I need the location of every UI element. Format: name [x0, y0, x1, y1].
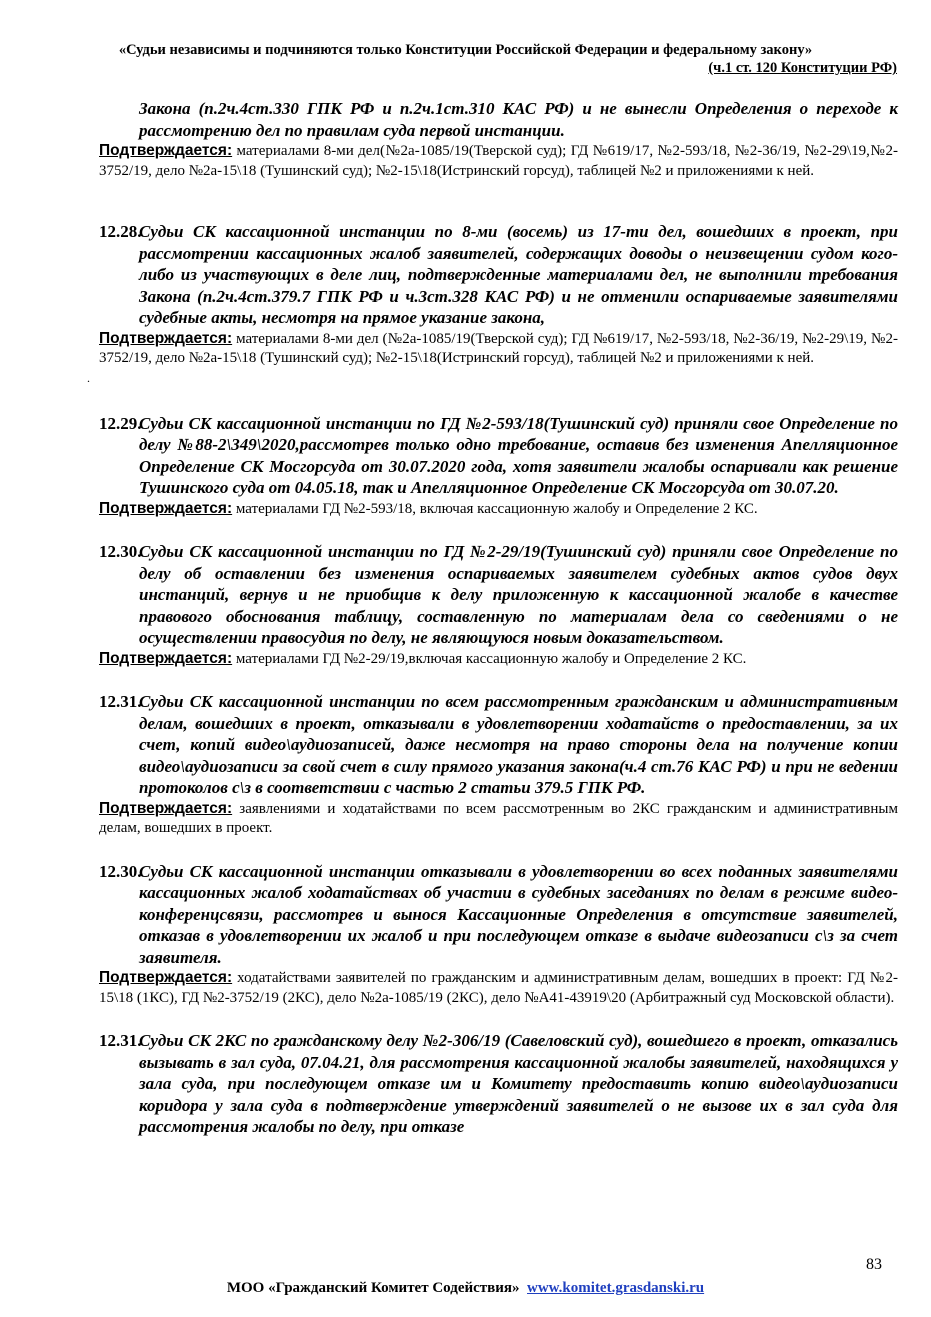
item-confirm: [99, 649, 898, 670]
confirm-text: заявлениями и ходатайствами по всем рассмотренным во 2КС гражданским и административным делам, вошедших в проект.: [99, 800, 898, 836]
item-text: Судьи СК кассационной инстанции отказывали в удовлетворении во всех поданных заявителями кассационных жалоб ходатайствах об участии в судебных заседаниях по делам в режиме видео-конференцсвязи, рассмотрев и вынося Кассационные Определения в отсутствие заявителей, отказав в удовлетворении их жалоб и при последующем отказе в выдаче видеозаписи с\з за счет заявителя.: [139, 861, 898, 967]
confirm-label: Подтверждается:: [99, 329, 233, 347]
item-number: 12.30.: [99, 542, 142, 561]
item-number: 12.29.: [99, 413, 142, 433]
item-text: Судьи СК кассационной инстанции по ГД №2-29/19(Тушинский суд) приняли свое Определение по делу об оставлении без изменения оспариваемых заявителем судебных актов судов двух инстанций, вернув и не приобщив к делу приложенную к кассационной жалобе в качестве правового обоснования таблицу, составленную по материалам дела со сведениями о не осуществлении правосудия по делу, не являющуюся новым доказательством.: [139, 542, 898, 647]
item-number: 12.31.: [99, 692, 142, 711]
confirm-label: Подтверждается:: [99, 499, 233, 517]
item-confirm: [99, 499, 898, 520]
item-text: Судьи СК кассационной инстанции по всем рассмотренным гражданским и административным делам, вошедших в проект, отказывали в удовлетворении ходатайств о предоставлении, за их счет, копий видео\аудиозаписей, даже несмотря на право стороны дела на получение копии видео\аудиозаписи за свой счет в силу прямого указания закона(ч.4 ст.76 КАС РФ) и при не ведении протоколов с\з в соответствии с частью 2 статьи 379.5 ГПК РФ.: [139, 692, 898, 797]
item-number: 12.30.: [99, 861, 142, 881]
header-quote: «Судьи независимы и подчиняются только Конституции Российской Федерации и федеральному закону»: [118, 42, 813, 58]
confirm-text: материалами ГД №2-593/18, включая кассационную жалобу и Определение 2 КС.: [232, 500, 758, 517]
header-source: (ч.1 ст. 120 Конституции РФ): [708, 60, 897, 76]
confirm-label: Подтверждается:: [99, 142, 233, 159]
item-text: Судьи СК 2КС по гражданскому делу №2-306/19 (Савеловский суд), вошедшего в проект, отказались вызывать в зал суда, 07.04.21, для рассмотрения кассационной жалобы заявителей, находящихся у зала суда, при последующем отказе им и Комитету предоставить копию видео\аудиозаписи коридора у зала суда в подтверждение утверждений заявителей о не вызове их в зал суда для рассмотрения жалобы по делу, при отказе: [139, 1031, 898, 1136]
item-confirm: [99, 329, 898, 369]
confirm-text: материалами 8-ми дел(№2а-1085/19(Тверской суд); ГД №619/17, №2-593/18, №2-36/19, №2-29\19,№2-3752/19, дело №2а-15\18 (Тушинский суд); №2-15\18(Истринский горсуд), таблицей №2 и приложениями к ней.: [99, 143, 898, 179]
stray-mark: .: [87, 370, 90, 385]
page-number: 83: [866, 1256, 882, 1273]
item-number: 12.28.: [99, 222, 142, 241]
intro-confirm: [99, 141, 898, 181]
item-12-30-second: [99, 861, 898, 969]
item-12-31: [99, 691, 898, 799]
confirm-label: Подтверждается:: [99, 799, 233, 817]
item-12-28: [99, 221, 898, 329]
confirm-text: ходатайствами заявителей по гражданским и административным делам, вошедших в проект: ГД №2-15\18 (1КС), ГД №2-3752/19 (2КС), дело №2а-1085/19 (2КС), дело №А41-43919\20 (Арбитражный суд Московской области).: [99, 970, 898, 1006]
document-body: [87, 98, 898, 1138]
footer-url-link[interactable]: www.komitet.grasdanski.ru: [527, 1280, 705, 1296]
item-text: Судьи СК кассационной инстанции по 8-ми (восемь) из 17-ти дел, вошедших в проект, при рассмотрении кассационных жалоб заявителей, содержащих доводы о неизвещении судом кого-либо из участвующих в деле лиц, подтвержденные материалами дел, не выполнили требования Закона (п.2ч.4ст.379.7 ГПК РФ и ч.3ст.328 КАС РФ) и не отменили оспариваемые заявителями судебные акты, несмотря на прямое указание закона,: [139, 222, 898, 327]
confirm-text: материалами 8-ми дел (№2а-1085/19(Тверской суд); ГД №619/17, №2-593/18, №2-36/19, №2-29\19, №2-3752/19, дело №2а-15\18 (Тушинский суд); №2-15\18(Истринский горсуд), таблицей №2 и приложениями к ней.: [99, 330, 898, 366]
intro-text: Закона (п.2ч.4ст.330 ГПК РФ и п.2ч.1ст.310 КАС РФ) и не вынесли Определения о переходе к рассмотрению дел по правилам суда первой инстанции.: [139, 99, 898, 140]
footer-org: МОО «Гражданский Комитет Содействия»: [226, 1280, 520, 1296]
item-12-29: [99, 413, 898, 499]
confirm-label: Подтверждается:: [99, 969, 233, 986]
confirm-text: материалами ГД №2-29/19,включая кассационную жалобу и Определение 2 КС.: [232, 650, 747, 667]
item-confirm: [99, 968, 898, 1008]
item-12-31-second: [99, 1030, 898, 1138]
footer: [0, 1280, 931, 1297]
item-confirm: [99, 799, 898, 839]
confirm-label: Подтверждается:: [99, 649, 233, 667]
item-12-30: [99, 541, 898, 649]
item-number: 12.31.: [99, 1031, 142, 1050]
item-text: Судьи СК кассационной инстанции по ГД №2-593/18(Тушинский суд) приняли свое Определение по делу №88-2\349\2020,рассмотрев только одно требование, оставив без изменения Апелляционное Определение СК Мосгорсуда от 30.07.2020 года, хотя заявители жалобы оспаривали как решение Тушинского суда от 04.05.18, так и Апелляционное Определение СК Мосгорсуда от 30.07.20.: [139, 413, 898, 497]
